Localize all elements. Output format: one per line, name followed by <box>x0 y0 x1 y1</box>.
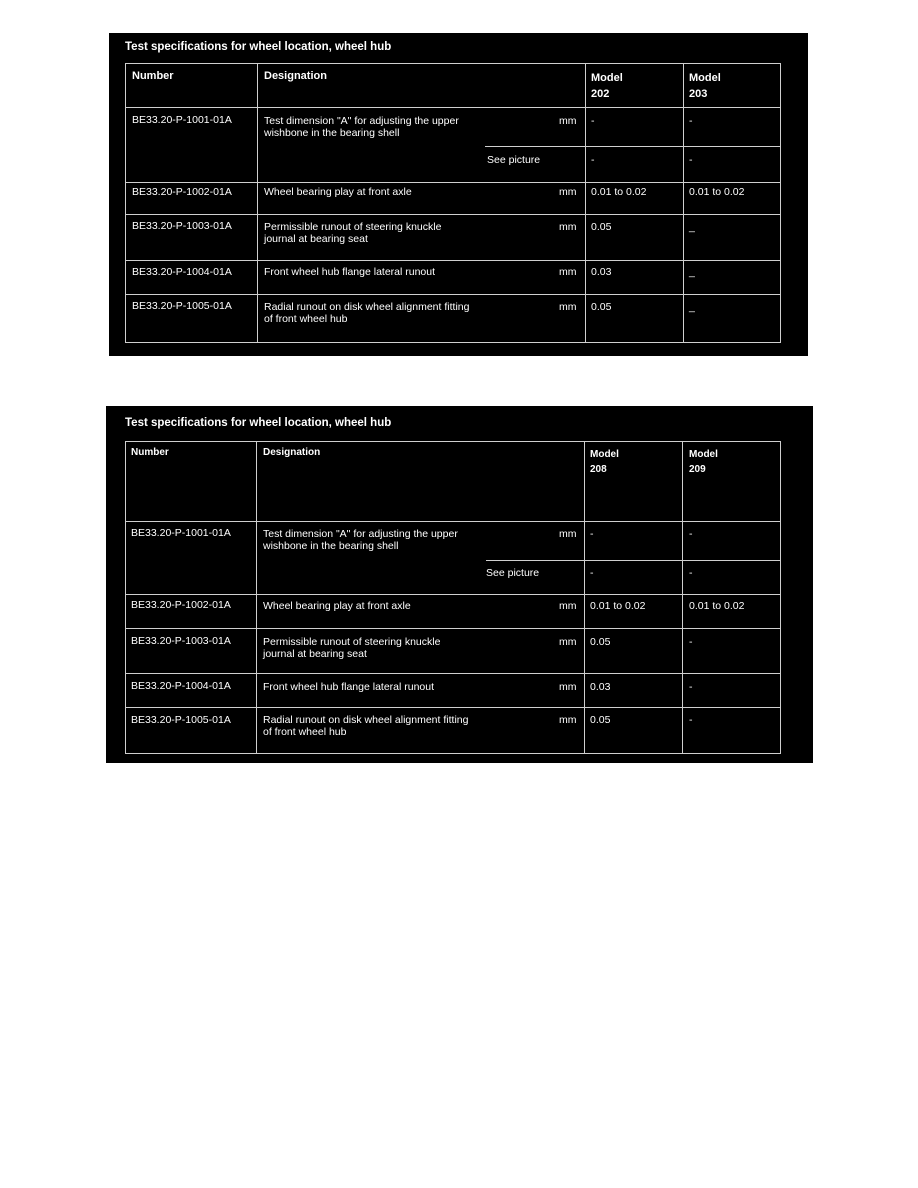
row-divider <box>125 182 781 183</box>
row-value-a: - <box>590 528 594 540</box>
row-number: BE33.20-P-1001-01A <box>131 527 231 539</box>
row-sub-value-a: - <box>591 154 595 166</box>
row-value-b: _ <box>689 221 695 233</box>
row-designation: Radial runout on disk wheel alignment fitting of front wheel hub <box>263 714 469 738</box>
row-value-b: _ <box>689 266 695 278</box>
header-model-b: Model 209 <box>689 449 718 475</box>
header-designation: Designation <box>264 70 327 82</box>
row-value-a: - <box>591 115 595 127</box>
row-divider <box>125 107 781 108</box>
col-divider <box>683 63 684 343</box>
row-unit: mm <box>559 221 577 233</box>
row-number: BE33.20-P-1002-01A <box>132 186 232 198</box>
row-value-b: 0.01 to 0.02 <box>689 186 745 198</box>
row-value-b: - <box>689 636 693 648</box>
table-border-right <box>780 63 781 343</box>
row-designation: Permissible runout of steering knuckle journal at bearing seat <box>264 221 442 245</box>
spec-table-2 <box>106 406 813 763</box>
row-designation: Front wheel hub flange lateral runout <box>264 266 436 278</box>
row-value-b: - <box>689 528 693 540</box>
row-number: BE33.20-P-1003-01A <box>132 220 232 232</box>
row-unit: mm <box>559 600 577 612</box>
row-value-a: 0.01 to 0.02 <box>591 186 647 198</box>
header-model-b: Model 203 <box>689 72 721 100</box>
row-sub-designation: See picture <box>486 567 540 579</box>
row-designation: Wheel bearing play at front axle <box>264 186 412 198</box>
row-value-a: 0.03 <box>591 266 612 278</box>
row-value-a: 0.05 <box>591 301 612 313</box>
row-divider <box>125 707 781 708</box>
row-value-a: 0.03 <box>590 681 611 693</box>
row-value-b: - <box>689 115 693 127</box>
header-designation: Designation <box>263 447 321 458</box>
row-designation: Front wheel hub flange lateral runout <box>263 681 435 693</box>
table-border-left <box>125 63 126 343</box>
row-designation: Test dimension "A" for adjusting the upper wishbone in the bearing shell <box>263 528 458 552</box>
row-number: BE33.20-P-1005-01A <box>131 714 231 726</box>
row-designation: Permissible runout of steering knuckle journal at bearing seat <box>263 636 441 660</box>
row-divider <box>125 673 781 674</box>
row-unit: mm <box>559 186 577 198</box>
header-model-a: Model 202 <box>591 72 623 100</box>
row-value-a: 0.05 <box>591 221 612 233</box>
row-sub-value-b: - <box>689 567 693 579</box>
row-unit: mm <box>559 266 577 278</box>
row-value-b: _ <box>689 301 695 313</box>
col-divider <box>585 63 586 343</box>
row-divider <box>125 594 781 595</box>
row-unit: mm <box>559 115 577 127</box>
row-number: BE33.20-P-1005-01A <box>132 300 232 312</box>
row-divider <box>485 146 781 147</box>
row-unit: mm <box>559 714 577 726</box>
row-divider <box>125 260 781 261</box>
spec-table-1 <box>109 33 808 356</box>
row-unit: mm <box>559 636 577 648</box>
row-sub-designation: See picture <box>487 154 541 166</box>
row-unit: mm <box>559 681 577 693</box>
row-value-a: 0.01 to 0.02 <box>590 600 646 612</box>
row-number: BE33.20-P-1002-01A <box>131 599 231 611</box>
table-title: Test specifications for wheel location, wheel hub <box>125 417 392 429</box>
table-title: Test specifications for wheel location, wheel hub <box>125 41 392 53</box>
row-divider <box>125 628 781 629</box>
row-divider <box>125 521 781 522</box>
row-value-a: 0.05 <box>590 714 611 726</box>
row-divider <box>125 294 781 295</box>
row-value-b: - <box>689 714 693 726</box>
header-number: Number <box>131 447 169 458</box>
row-designation: Wheel bearing play at front axle <box>263 600 411 612</box>
row-designation: Radial runout on disk wheel alignment fitting of front wheel hub <box>264 301 470 325</box>
row-divider <box>486 560 781 561</box>
row-number: BE33.20-P-1004-01A <box>131 680 231 692</box>
row-designation: Test dimension "A" for adjusting the upper wishbone in the bearing shell <box>264 115 459 139</box>
row-value-b: 0.01 to 0.02 <box>689 600 745 612</box>
header-model-a: Model 208 <box>590 449 619 475</box>
row-divider <box>125 214 781 215</box>
row-number: BE33.20-P-1004-01A <box>132 266 232 278</box>
row-sub-value-a: - <box>590 567 594 579</box>
row-number: BE33.20-P-1003-01A <box>131 635 231 647</box>
row-unit: mm <box>559 301 577 313</box>
row-unit: mm <box>559 528 577 540</box>
row-number: BE33.20-P-1001-01A <box>132 114 232 126</box>
col-divider <box>257 63 258 343</box>
row-sub-value-b: - <box>689 154 693 166</box>
header-number: Number <box>132 70 174 82</box>
row-value-a: 0.05 <box>590 636 611 648</box>
row-value-b: - <box>689 681 693 693</box>
